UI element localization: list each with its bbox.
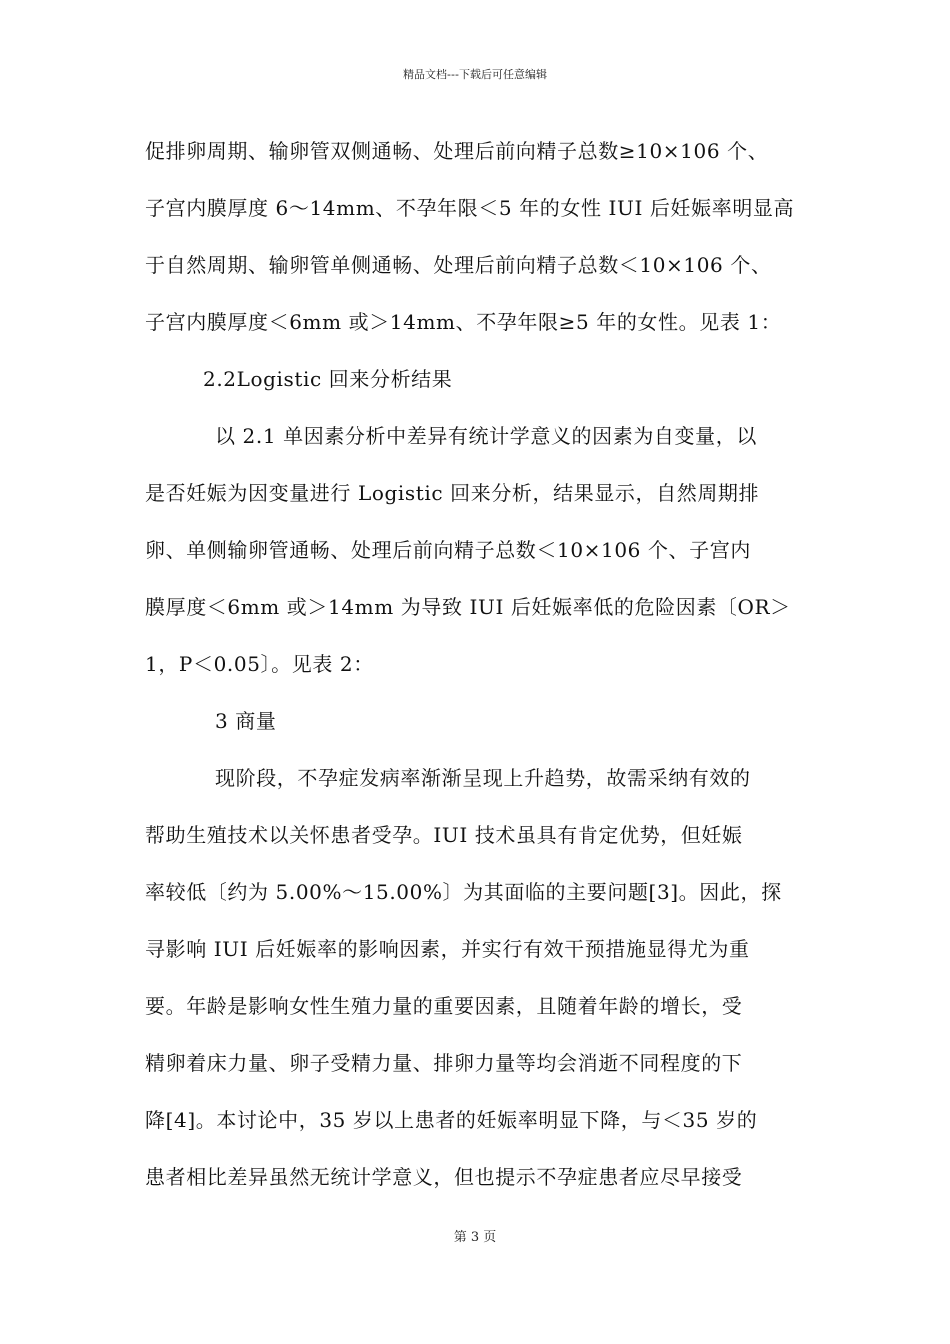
paragraph-line: 膜厚度＜6mm 或＞14mm 为导致 IUI 后妊娠率低的危险因素〔OR＞ — [145, 595, 791, 619]
paragraph-line: 于自然周期、输卵管单侧通畅、处理后前向精子总数＜10×106 个、 — [145, 253, 772, 277]
paragraph-line: 率较低〔约为 5.00%～15.00%〕为其面临的主要问题[3]。因此，探 — [145, 880, 782, 904]
paragraph-line: 现阶段，不孕症发病率渐渐呈现上升趋势，故需采纳有效的 — [215, 766, 751, 790]
paragraph-line: 寻影响 IUI 后妊娠率的影响因素，并实行有效干预措施显得尤为重 — [145, 937, 750, 961]
page-header: 精品文档---下载后可任意编辑 — [403, 68, 547, 81]
paragraph-line: 要。年龄是影响女性生殖力量的重要因素，且随着年龄的增长，受 — [145, 994, 743, 1018]
paragraph-line: 卵、单侧输卵管通畅、处理后前向精子总数＜10×106 个、子宫内 — [145, 538, 751, 562]
paragraph-line: 患者相比差异虽然无统计学意义，但也提示不孕症患者应尽早接受 — [145, 1165, 743, 1189]
paragraph-line: 精卵着床力量、卵子受精力量、排卵力量等均会消逝不同程度的下 — [145, 1051, 743, 1075]
paragraph-line: 是否妊娠为因变量进行 Logistic 回来分析，结果显示，自然周期排 — [145, 481, 760, 505]
paragraph-line: 子宫内膜厚度＜6mm 或＞14mm、不孕年限≥5 年的女性。见表 1： — [145, 310, 782, 334]
paragraph-line: 降[4]。本讨论中，35 岁以上患者的妊娠率明显下降，与＜35 岁的 — [145, 1108, 758, 1132]
paragraph-line: 1，P＜0.05〕。见表 2： — [145, 652, 374, 676]
section-heading: 2.2Logistic 回来分析结果 — [203, 367, 453, 391]
document-body — [145, 123, 815, 1206]
paragraph-line: 帮助生殖技术以关怀患者受孕。IUI 技术虽具有肯定优势，但妊娠 — [145, 823, 743, 847]
paragraph-line: 促排卵周期、输卵管双侧通畅、处理后前向精子总数≥10×106 个、 — [145, 139, 769, 163]
section-heading: 3 商量 — [215, 709, 277, 733]
paragraph-line: 子宫内膜厚度 6～14mm、不孕年限＜5 年的女性 IUI 后妊娠率明显高 — [145, 196, 795, 220]
page-number: 第 3 页 — [453, 1230, 497, 1245]
paragraph-line: 以 2.1 单因素分析中差异有统计学意义的因素为自变量，以 — [215, 424, 757, 448]
